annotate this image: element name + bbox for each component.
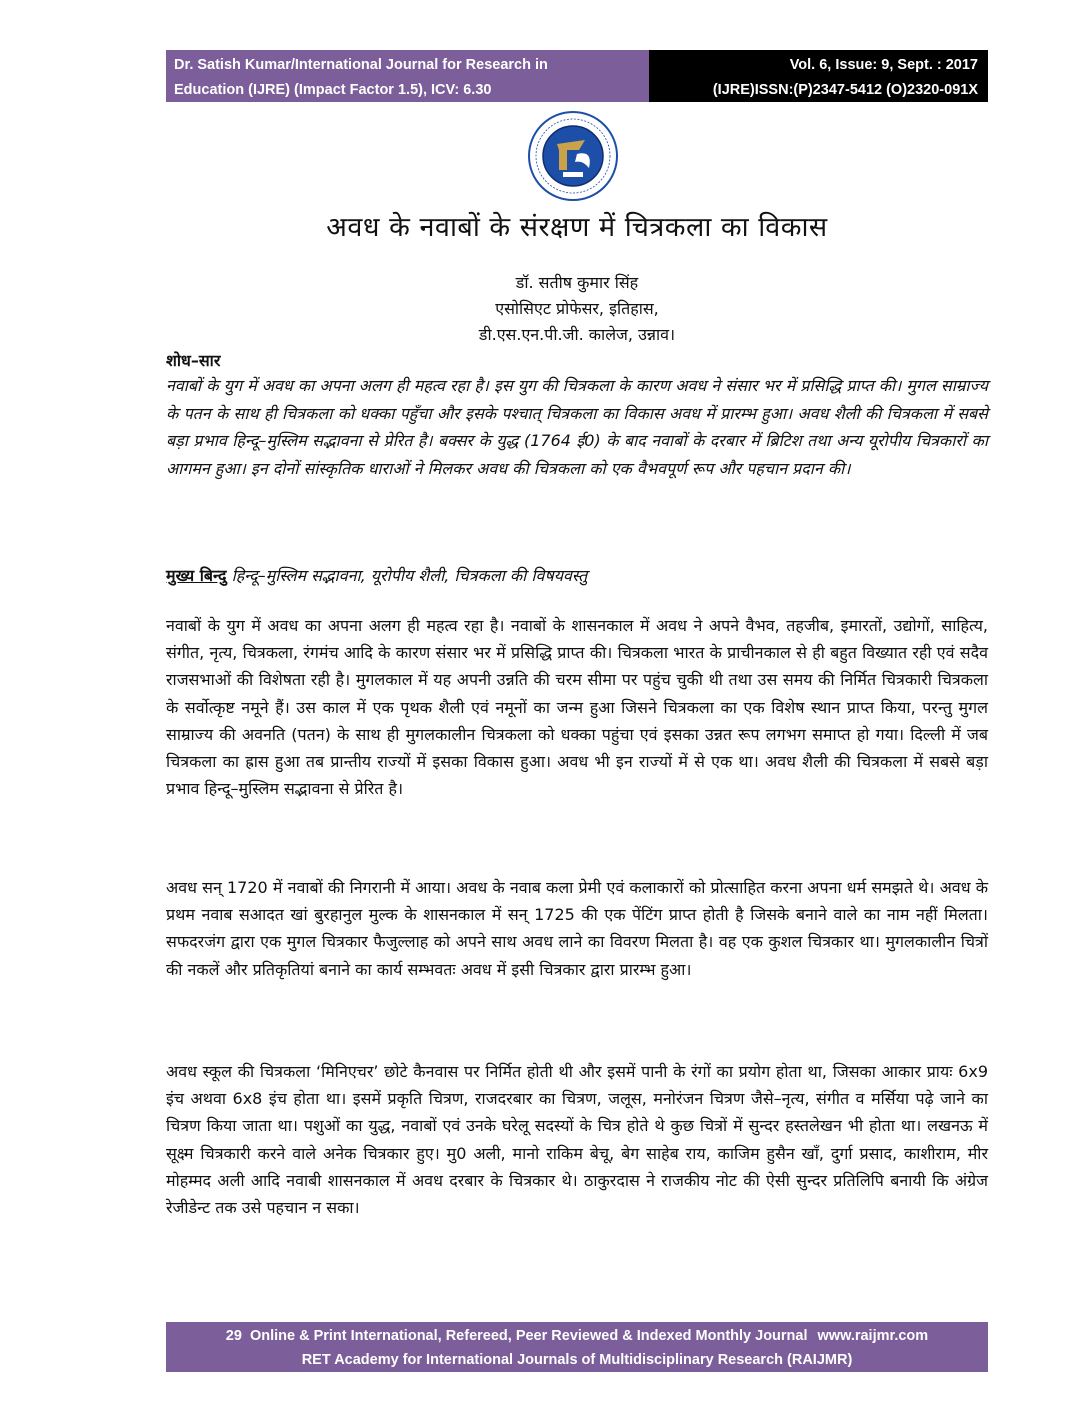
- article-title: अवध के नवाबों के संरक्षण में चित्रकला का विकास: [326, 212, 828, 243]
- abstract-heading: शोध–सार: [166, 351, 221, 370]
- footer-line1: [166, 1324, 988, 1348]
- body-paragraph-3: अवध स्कूल की चित्रकला ‘मिनिएचर’ छोटे कैनवास पर निर्मित होती थी और इसमें पानी के रंगों का प्रयोग होता था, जिसका आकार प्रायः 6x9 इंच अथवा 6x8 इंच होता था। इसमें प्रकृति चित्रण, राजदरबार का चित्रण, जलूस, मनोरंजन चित्रण जैसे–नृत्य, संगीत व मर्सिया पढ़े जाने का चित्रण किया जाता था। पशुओं का युद्ध, नवाबों एवं उनके घरेलू सदस्यों के चित्र होते थे कुछ चित्रों में सुन्दर हस्तलेखन भी होता था। लखनऊ में सूक्ष्म चित्रकारी करने वाले अनेक चित्रकार हुए। मु0 अली, मानो राकिम बेचू, बेग साहेब राय, काजिम हुसैन खाँ, दुर्गा प्रसाद, काशीराम, मीर मोहम्मद अली आदि नवाबी शासनकाल में अवध दरबार के चित्रकार थे। ठाकुरदास ने राजकीय नोट की ऐसी सुन्दर प्रतिलिपि बनायी कि अंग्रेज रेजीडेन्ट तक उसे पहचान न सका।: [166, 1062, 988, 1218]
- header-issue-line2: (IJRE)ISSN:(P)2347-5412 (O)2320-091X: [712, 82, 978, 98]
- body-paragraph-2: अवध सन् 1720 में नवाबों की निगरानी में आया। अवध के नवाब कला प्रेमी एवं कलाकारों को प्रोत्साहित करना अपना धर्म समझते थे। अवध के प्रथम नवाब सआदत खां बुरहानुल मुल्क के शासनकाल में सन् 1725 की एक पेंटिंग प्राप्त होती है जिसके बनाने वाले का नाम नहीं मिलता। सफदरजंग द्वारा एक मुगल चित्रकार फैजुल्लाह को अपने साथ अवध लाने का विवरण मिलता है। वह एक कुशल चित्रकार था। मुगलकालीन चित्रों की नकलें और प्रतिकृतियां बनाने का कार्य सम्भवतः अवध में इसी चित्रकार द्वारा प्रारम्भ हुआ।: [166, 878, 988, 979]
- raijmr-logo: [527, 110, 619, 202]
- header-issue: [649, 50, 988, 102]
- keywords: [166, 562, 988, 589]
- journal-footer: [166, 1322, 988, 1372]
- author-block: [166, 270, 988, 348]
- author-name: डॉ. सतीष कुमार सिंह: [515, 273, 639, 292]
- page-number: 29: [225, 1328, 242, 1344]
- keywords-text: हिन्दू–मुस्लिम सद्भावना, यूरोपीय शैली, चित्रकला की विषयवस्तु: [226, 566, 588, 585]
- footer-line2: RET Academy for International Journals of Multidisciplinary Research (RAIJMR): [301, 1352, 853, 1368]
- journal-header: [166, 50, 988, 102]
- header-citation: [166, 50, 649, 102]
- keywords-label: मुख्य बिन्दु: [166, 566, 227, 585]
- header-citation-line2: Education (IJRE) (Impact Factor 1.5), ICV: 6.30: [174, 82, 492, 98]
- body-paragraph-1: नवाबों के युग में अवध का अपना अलग ही महत्व रहा है। नवाबों के शासनकाल में अवध ने अपने वैभव, तहजीब, इमारतों, उद्योगों, साहित्य, संगीत, नृत्य, चित्रकला, रंगमंच आदि के कारण संसार भर में प्रसिद्धि प्राप्त की। चित्रकला भारत के प्राचीनकाल से ही बहुत विख्यात रही एवं सदैव राजसभाओं की विशेषता रही है। मुगलकाल में यह अपनी उन्नति की चरम सीमा पर पहुंच चुकी थी तथा उस समय की निर्मित चित्रकारी चित्रकला के सर्वोत्कृष्ट नमूने हैं। उस काल में एक पृथक शैली एवं नमूनों का जन्म हुआ जिसने चित्रकला का एक विशेष स्थान प्राप्त किया, परन्तु मुगल साम्राज्य की अवनति (पतन) के साथ ही मुगलकालीन चित्रकला को धक्का पहुंचा एवं इसका उन्नत रूप लगभग समाप्त हो गया। दिल्ली में जब चित्रकला का ह्रास हुआ तब प्रान्तीय राज्यों में इसका विकास हुआ। अवध भी इन राज्यों में से एक था। अवध शैली की चित्रकला में सबसे बड़ा प्रभाव हिन्दू–मुस्लिम सद्भावना से प्रेरित है।: [166, 616, 988, 799]
- author-institution: डी.एस.एन.पी.जी. कालेज, उन्नाव।: [478, 325, 676, 344]
- author-designation: एसोसिएट प्रोफेसर, इतिहास,: [495, 299, 659, 318]
- abstract-text: नवाबों के युग में अवध का अपना अलग ही महत्व रहा है। इस युग की चित्रकला के कारण अवध ने संसार भर में प्रसिद्धि प्राप्त की। मुगल साम्राज्य के पतन के साथ ही चित्रकला को धक्का पहुँचा और इसके पश्चात् चित्रकला का विकास अवध में प्रारम्भ हुआ। अवध शैली की चित्रकला में सबसे बड़ा प्रभाव हिन्दू–मुस्लिम सद्भावना से प्रेरित है। बक्सर के युद्ध (1764 ई0) के बाद नवाबों के दरबार में ब्रिटिश तथा अन्य यूरोपीय चित्रकारों का आगमन हुआ। इन दोनों सांस्कृतिक धाराओं ने मिलकर अवध की चित्रकला को एक वैभवपूर्ण रूप और पहचान प्रदान की।: [166, 376, 988, 478]
- footer-journal-desc: Online & Print International, Refereed, Peer Reviewed & Indexed Monthly Journal: [249, 1328, 808, 1344]
- header-citation-line1: Dr. Satish Kumar/International Journal for Research in: [174, 57, 548, 73]
- header-issue-line1: Vol. 6, Issue: 9, Sept. : 2017: [789, 57, 978, 73]
- footer-website-link[interactable]: www.raijmr.com: [817, 1328, 929, 1344]
